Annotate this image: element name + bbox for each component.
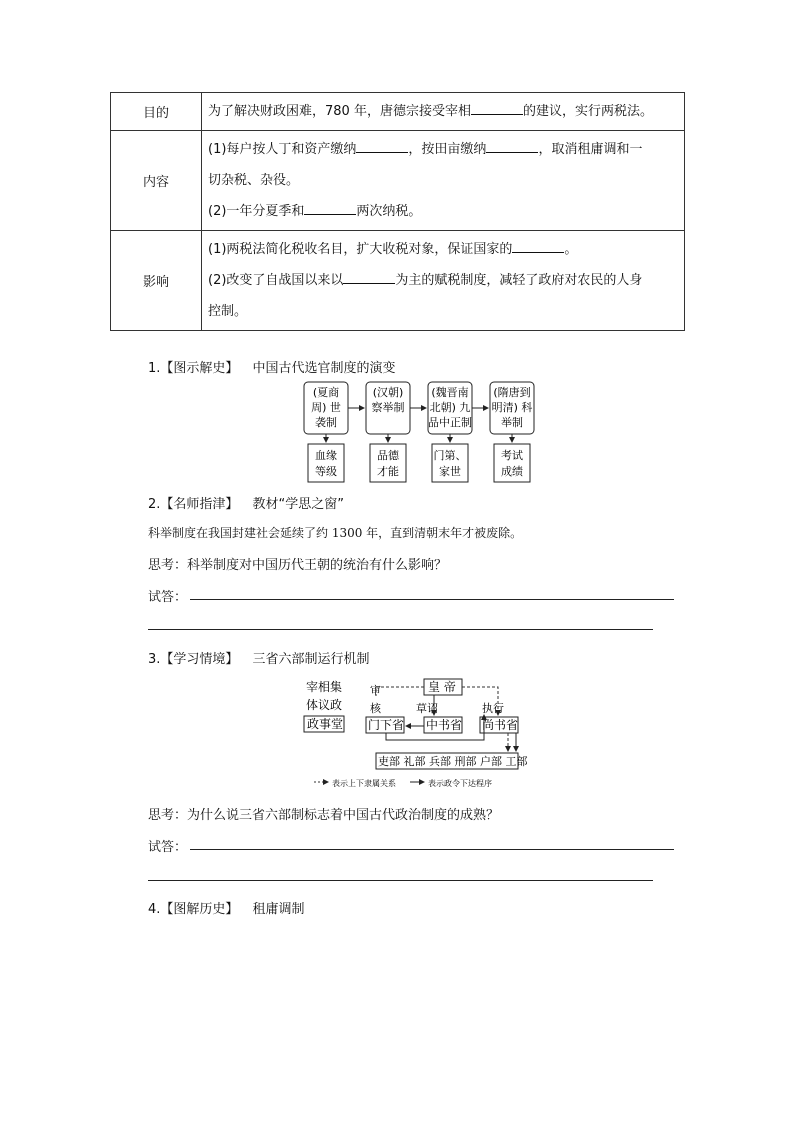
system-box-text: 品中正制 (428, 416, 472, 429)
section-1-heading (148, 357, 396, 376)
zhongshu-label: 中书省 (426, 718, 463, 732)
text-fragment: 的建议，实行两税法。 (522, 104, 653, 119)
row-head: 内容 (111, 131, 202, 231)
legend-2: 表示政令下达程序 (428, 779, 492, 788)
table-row (111, 93, 685, 131)
ministries-label: 吏部 礼部 兵部 刑部 户部 工部 (378, 755, 528, 768)
criterion-text: 血缘 (315, 449, 337, 462)
official-selection-diagram (300, 378, 540, 486)
content-line (208, 96, 678, 127)
system-box-text: 北朝) 九 (429, 401, 471, 414)
fill-blank[interactable] (356, 138, 408, 153)
row-head: 目的 (111, 93, 202, 131)
fill-blank[interactable] (486, 138, 538, 153)
system-box-text: (魏晋南 (431, 386, 469, 399)
section-2-heading (148, 493, 344, 512)
criterion-text: 才能 (377, 465, 399, 478)
criterion-text: 家世 (439, 465, 461, 478)
shen-label: 审 (370, 684, 381, 697)
section-2-question: 思考：科举制度对中国历代王朝的统治有什么影响？ (148, 558, 448, 573)
content-line (208, 165, 678, 196)
criterion-text: 成绩 (501, 465, 523, 478)
text-fragment: 切杂税、杂役。 (208, 173, 300, 188)
left-text-2: 体议政 (306, 698, 343, 712)
section-2-answer-label: 试答： (148, 590, 188, 605)
two-tax-table (110, 92, 685, 331)
text-fragment: (1)两税法简化税收名目，扩大收税对象，保证国家的 (208, 242, 513, 257)
section-4-label: 4.【图解历史】 (148, 902, 239, 917)
section-2-label: 2.【名师指津】 (148, 497, 239, 512)
row-content (202, 231, 685, 331)
section-2-title: 教材“学思之窗” (252, 497, 345, 512)
text-fragment: 。 (564, 242, 578, 257)
system-box-text: 袭制 (315, 416, 337, 429)
content-line (208, 265, 678, 296)
fill-blank[interactable] (304, 200, 356, 215)
caozhao-label: 草诏 (416, 702, 438, 715)
section-1-title: 中国古代选官制度的演变 (252, 361, 396, 376)
text-fragment: 两次纳税。 (356, 204, 422, 219)
fill-blank[interactable] (471, 100, 523, 115)
menxia-label: 门下省 (368, 718, 405, 732)
zhengshitang-label: 政事堂 (307, 717, 344, 731)
system-box-text: (夏商 (312, 386, 340, 399)
emperor-label: 皇 帝 (428, 680, 456, 694)
section-4-title: 租庸调制 (252, 902, 305, 917)
text-fragment: (1)每户按人丁和资产缴纳 (208, 142, 357, 157)
section-4-heading (148, 898, 305, 917)
fill-blank[interactable] (512, 238, 564, 253)
row-content (202, 131, 685, 231)
legend-1: 表示上下隶属关系 (332, 779, 396, 788)
section-1-label: 1.【图示解史】 (148, 361, 239, 376)
system-box-text: 察举制 (371, 401, 405, 414)
fill-blank[interactable] (343, 269, 395, 284)
system-box-text: 举制 (501, 416, 523, 429)
criterion-text: 品德 (377, 449, 399, 462)
section-3-answer-label: 试答： (148, 840, 188, 855)
system-box-text: 明清) 科 (491, 401, 533, 414)
text-fragment: (2)一年分夏季和 (208, 204, 305, 219)
system-box-text: 周) 世 (311, 401, 341, 414)
row-content (202, 93, 685, 131)
text-fragment: ，按田亩缴纳 (408, 142, 487, 157)
answer-line[interactable] (148, 629, 653, 630)
text-fragment: ，取消租庸调和一 (538, 142, 643, 157)
system-box-text: (汉朝) (372, 386, 404, 399)
section-3-label: 3.【学习情境】 (148, 652, 239, 667)
content-line (208, 296, 678, 327)
answer-line[interactable] (148, 880, 653, 881)
criterion-text: 门第、 (433, 449, 467, 462)
section-3-heading (148, 648, 370, 667)
shangshu-label: 尚书省 (482, 718, 519, 732)
zhixing-label: 执行 (482, 702, 504, 715)
content-line (208, 134, 678, 165)
text-fragment: (2)改变了自战国以来以 (208, 273, 344, 288)
content-line (208, 234, 678, 265)
dashed-link (376, 687, 424, 696)
answer-line[interactable] (190, 849, 674, 850)
row-head: 影响 (111, 231, 202, 331)
he-label: 核 (370, 702, 381, 715)
content-line (208, 196, 678, 227)
section-3-title: 三省六部制运行机制 (252, 652, 370, 667)
table-row (111, 131, 685, 231)
text-fragment: 为主的赋税制度，减轻了政府对农民的人身 (395, 273, 643, 288)
section-3-question: 思考：为什么说三省六部制标志着中国古代政治制度的成熟？ (148, 808, 500, 823)
answer-line[interactable] (190, 599, 674, 600)
criterion-text: 等级 (315, 465, 337, 478)
criterion-text: 考试 (501, 449, 523, 462)
three-departments-diagram (298, 676, 528, 794)
left-text-1: 宰相集 (306, 680, 343, 694)
section-2-quote: 科举制度在我国封建社会延续了约 1300 年，直到清朝末年才被废除。 (148, 526, 523, 540)
table-row (111, 231, 685, 331)
system-box-text: (隋唐到 (493, 386, 531, 399)
text-fragment: 控制。 (208, 304, 248, 319)
text-fragment: 为了解决财政困难，780 年，唐德宗接受宰相 (208, 104, 471, 119)
